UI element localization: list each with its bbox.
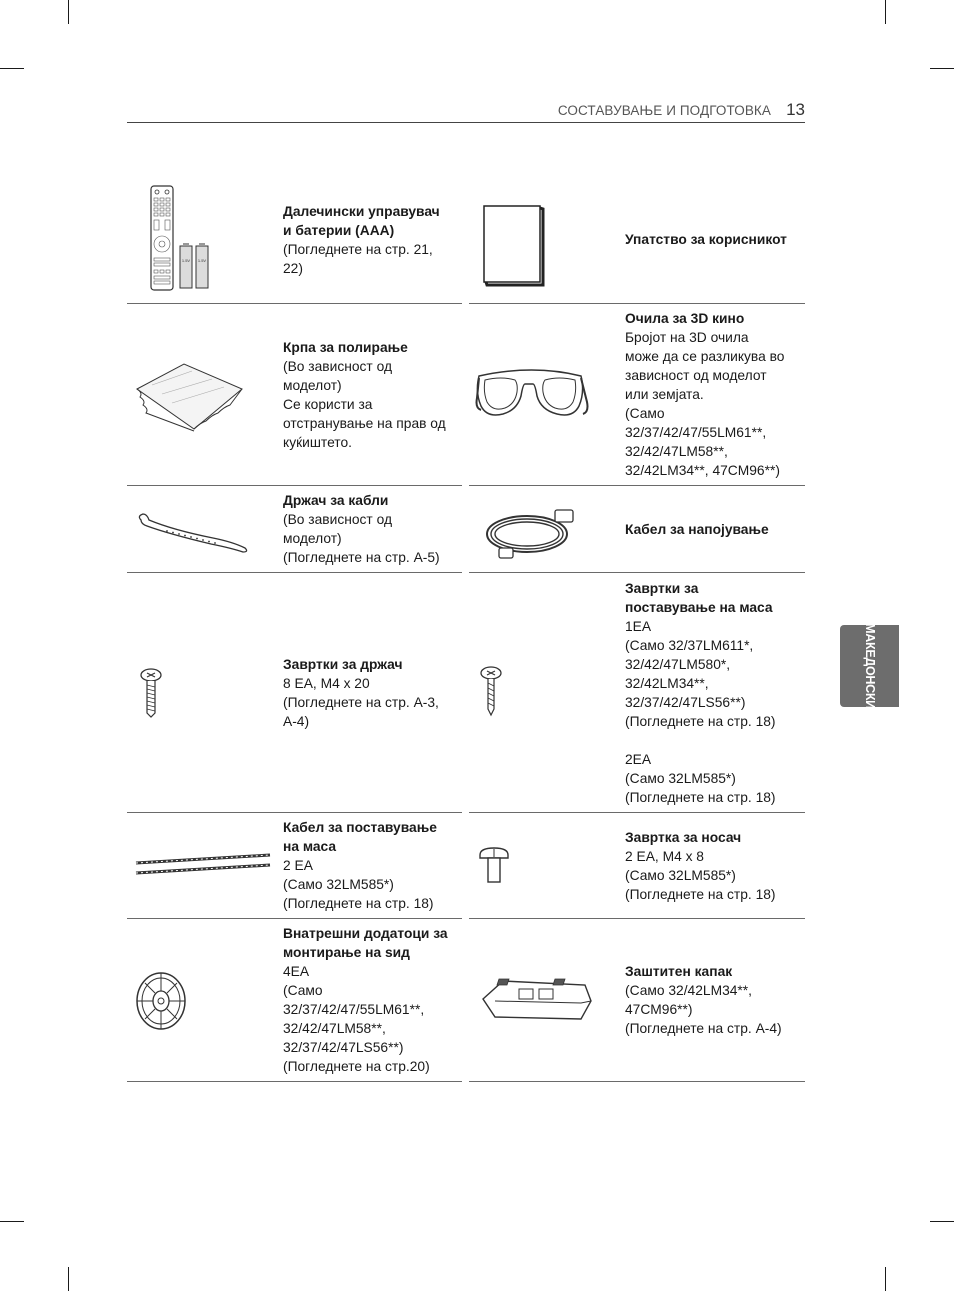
item-power-cord: [469, 486, 805, 573]
item-bracket-screw: [469, 813, 805, 919]
item-text: [283, 304, 462, 485]
language-tab-label: МАКЕДОНСКИ: [862, 623, 877, 709]
remote-control-icon: [127, 176, 283, 303]
item-text: [625, 573, 805, 812]
item-title: Завртки за поставување на маса: [625, 580, 773, 615]
item-title: Завртки за држач: [283, 656, 403, 672]
item-description: (Во зависност од моделот) Се користи за отстранување на прав од куќиштето.: [283, 358, 446, 450]
page-number: 13: [786, 100, 805, 119]
item-title: Завртка за носач: [625, 829, 742, 845]
page-header: [127, 100, 805, 123]
language-tab: [840, 625, 899, 707]
crop-mark: [930, 1221, 954, 1222]
item-description: 4EA (Само 32/37/42/47/55LM61**, 32/42/47LM58**, 32/37/42/47LS56**) (Погледнете на стр.20): [283, 964, 430, 1074]
item-description: (Во зависност од моделот) (Погледнете на стр. A-5): [283, 512, 440, 565]
item-description: Бројот на 3D очила може да се разликува во зависност од моделот или земјата. (Само 32/37/42/47/55LM61**, 32/42/47LM58**, 32/42LM34**, 47CM96**): [625, 330, 785, 478]
item-text: [625, 813, 805, 918]
item-text: [283, 813, 462, 918]
wall-mount-spacer-icon: [127, 919, 283, 1081]
item-text: [283, 486, 462, 572]
item-stand-screws: [469, 573, 805, 813]
item-description: (Само 32/42LM34**, 47CM96**) (Погледнете на стр. A-4): [625, 983, 782, 1036]
item-table-stand-cable: [127, 813, 462, 919]
item-title: Далечински управувач и батерии (AAA): [283, 203, 440, 238]
manual-icon: [469, 176, 625, 303]
item-title: Упатство за корисникот: [625, 232, 787, 247]
item-description: 2 EA (Само 32LM585*) (Погледнете на стр. 18): [283, 858, 434, 911]
screw-icon: [469, 573, 625, 812]
item-cable-holder: [127, 486, 462, 573]
item-3d-glasses: [469, 304, 805, 486]
svg-text:1.5V: 1.5V: [197, 258, 207, 263]
protective-cover-icon: [469, 919, 625, 1081]
crop-mark: [68, 1267, 69, 1291]
item-text: [283, 573, 462, 812]
section-title: СОСТАВУВАЊЕ И ПОДГОТОВКА: [557, 103, 771, 118]
item-text: [283, 919, 462, 1081]
item-title: Заштитен капак: [625, 964, 733, 979]
item-protective-cover: [469, 919, 805, 1082]
crop-mark: [68, 0, 69, 24]
crop-mark: [0, 1221, 24, 1222]
item-wall-mount-spacers: [127, 919, 462, 1082]
item-owners-manual: [469, 176, 805, 304]
item-holder-screws: [127, 573, 462, 813]
item-text: [625, 304, 805, 485]
svg-text:1.5V: 1.5V: [181, 258, 191, 263]
item-description: 1EA (Само 32/37LM611*, 32/42/47LM580*, 32/42LM34**, 32/37/42/47LS56**) (Погледнете на стр. 18) 2EA (Само 32LM585*) (Погледнете на стр. 18): [625, 618, 776, 805]
item-text: [625, 486, 805, 572]
crop-mark: [885, 1267, 886, 1291]
item-title: Очила за 3D кино: [625, 311, 745, 326]
crop-mark: [885, 0, 886, 24]
crop-mark: [930, 68, 954, 69]
item-text: [625, 919, 805, 1081]
item-title: Кабел за поставување на маса: [283, 820, 437, 854]
item-description: 2 EA, M4 x 8 (Само 32LM585*) (Погледнете на стр. 18): [625, 848, 776, 902]
table-stand-cable-icon: [127, 813, 283, 918]
power-cord-icon: [469, 486, 625, 572]
item-text: [625, 176, 805, 303]
item-title: Кабел за напојување: [625, 521, 769, 537]
item-title: Крпа за полирање: [283, 339, 408, 355]
item-polishing-cloth: [127, 304, 462, 486]
3d-glasses-icon: [469, 304, 625, 485]
item-description: (Погледнете на стр. 21, 22): [283, 241, 433, 276]
screw-icon: [127, 573, 283, 812]
item-title: Внатрешни додатоци за монтирање на sид: [283, 926, 448, 960]
crop-mark: [0, 68, 24, 69]
stand-screw-icon: [469, 813, 625, 918]
polishing-cloth-icon: [127, 304, 283, 485]
item-title: Држач за кабли: [283, 493, 389, 508]
cable-holder-icon: [127, 486, 283, 572]
item-remote-control: [127, 176, 462, 304]
item-description: 8 EA, M4 x 20 (Погледнете на стр. A-3, A-4): [283, 675, 439, 729]
item-text: [283, 176, 462, 303]
